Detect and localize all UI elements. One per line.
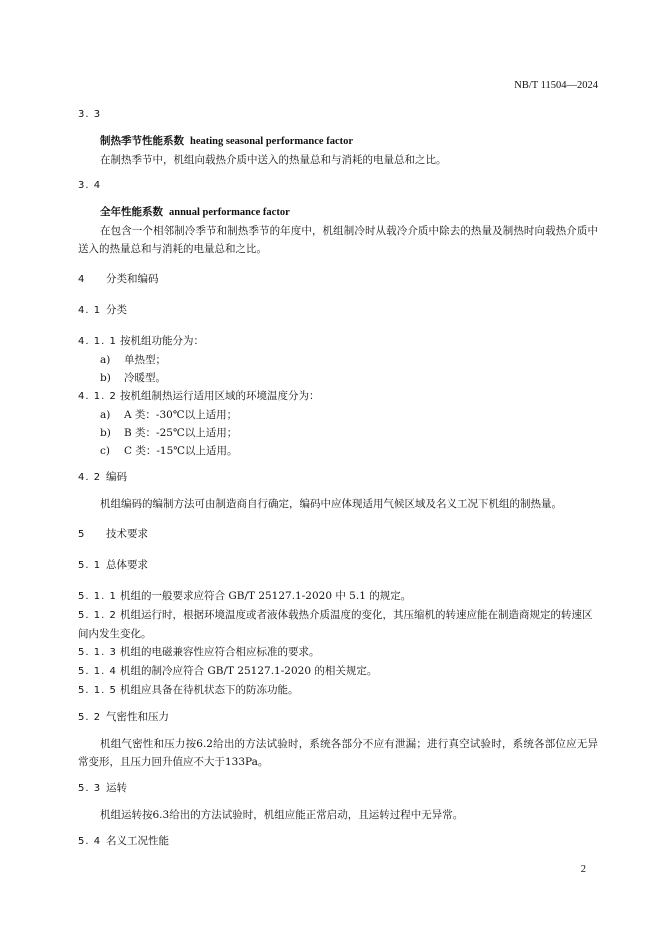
subsection-heading: 4. 2 编码 <box>78 471 127 483</box>
term-cn: 制热季节性能系数 <box>100 135 184 147</box>
clause: 5. 1. 5 机组应具备在待机状态下的防冻功能。 <box>78 684 299 696</box>
term-heading <box>78 203 598 222</box>
paragraph: 机组运转按6.3给出的方法试验时，机组应能正常启动，且运转过程中无异常。 <box>100 809 464 821</box>
term-en: annual performance factor <box>169 207 290 218</box>
list-item: b) B 类：-25℃以上适用； <box>100 427 238 439</box>
list-item: a) 单热型； <box>100 354 166 366</box>
subsection-heading: 4. 1 分类 <box>78 304 127 316</box>
section-heading: 5 技术要求 <box>78 528 148 540</box>
term-definition: 在包含一个相邻制冷季节和制热季节的年度中，机组制冷时从载冷介质中除去的热量及制热时向载热介质中送入的热量总和与消耗的电量总和之比。 <box>78 225 598 255</box>
subsection-heading: 5. 1 总体要求 <box>78 559 148 571</box>
subsection-heading: 5. 3 运转 <box>78 782 127 794</box>
clause: 5. 1. 1 机组的一般要求应符合 GB/T 25127.1-2020 中 5.1 的规定。 <box>78 590 412 602</box>
paragraph: 机组编码的编制方法可由制造商自行确定，编码中应体现适用气候区域及名义工况下机组的制热量。 <box>100 498 562 510</box>
term-definition: 在制热季节中，机组向载热介质中送入的热量总和与消耗的电量总和之比。 <box>100 154 447 166</box>
page-number: 2 <box>580 864 586 875</box>
term-heading <box>78 132 598 151</box>
clause: 5. 1. 2 机组运行时，根据环境温度或者液体载热介质温度的变化，其压缩机的转速应能在制造商规定的转速区间内发生变化。 <box>78 609 593 640</box>
clause: 5. 1. 4 机组的制冷应符合 GB/T 25127.1-2020 的相关规定。 <box>78 665 378 677</box>
clause: 5. 1. 3 机组的电磁兼容性应符合相应标准的要求。 <box>78 646 320 658</box>
term-cn: 全年性能系数 <box>100 206 163 218</box>
section-heading: 4 分类和编码 <box>78 273 159 285</box>
term-en: heating seasonal performance factor <box>190 136 354 147</box>
clause-number: 3. 4 <box>78 180 102 191</box>
subsection-heading: 5. 2 气密性和压力 <box>78 711 169 723</box>
document-body <box>78 106 598 851</box>
clause: 4. 1. 2 按机组制热运行适用区域的环境温度分为： <box>78 390 320 402</box>
list-item: b) 冷暖型。 <box>100 372 166 384</box>
list-item: a) A 类：-30℃以上适用； <box>100 409 238 421</box>
clause: 4. 1. 1 按机组功能分为： <box>78 335 204 347</box>
subsection-heading: 5. 4 名义工况性能 <box>78 835 169 847</box>
list-item: c) C 类：-15℃以上适用。 <box>100 445 238 457</box>
clause-number: 3. 3 <box>78 109 102 120</box>
document-code: NB/T 11504—2024 <box>514 80 598 91</box>
paragraph: 机组气密性和压力按6.2给出的方法试验时，系统各部分不应有泄漏；进行真空试验时，系统各部位应无异常变形，且压力回升值应不大于133Pa。 <box>78 738 598 768</box>
